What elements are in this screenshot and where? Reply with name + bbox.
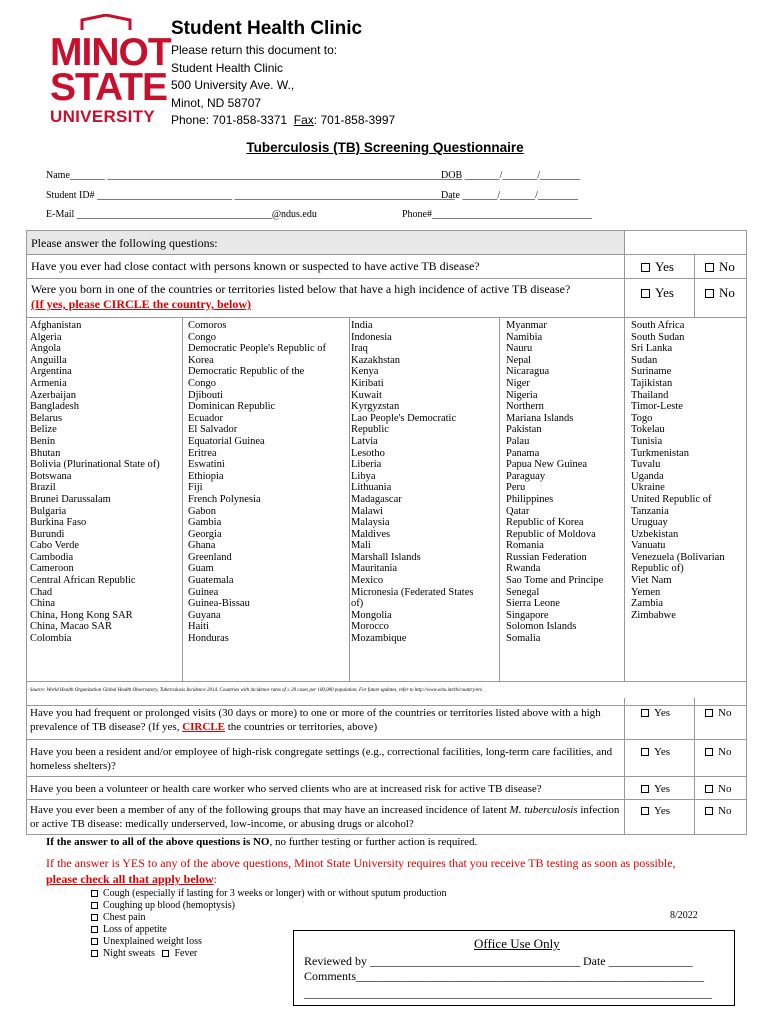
country-item[interactable]: Marshall Islands <box>351 551 421 563</box>
country-item[interactable]: Equatorial Guinea <box>188 435 265 447</box>
q2-text: Were you born in one of the countries or territories listed below that have a high incidence of active TB disease? (If yes, please CIRCLE the country, below) <box>31 282 571 311</box>
return-line: Please return this document to: <box>171 43 338 57</box>
country-item[interactable]: Greenland <box>188 551 232 563</box>
country-item[interactable]: Venezuela (Bolivarian <box>631 551 725 563</box>
country-item[interactable]: South Sudan <box>631 331 685 343</box>
country-column-5 <box>631 320 725 621</box>
q5-text: Have you been a volunteer or health care worker who served clients who are at increased risk for active TB disease? <box>30 783 542 795</box>
country-item[interactable]: Niger <box>506 377 530 389</box>
checkbox-icon[interactable] <box>91 890 98 897</box>
country-item[interactable]: Gambia <box>188 517 222 529</box>
country-item[interactable]: Singapore <box>506 609 549 621</box>
country-item[interactable]: Bangladesh <box>30 401 79 413</box>
country-item[interactable]: Tokelau <box>631 424 665 436</box>
country-item[interactable]: Chad <box>30 586 53 598</box>
symptom-fever[interactable]: Fever <box>174 948 198 959</box>
country-item[interactable]: Belarus <box>30 412 63 424</box>
country-item[interactable]: Eswatini <box>188 459 225 471</box>
country-item[interactable]: Zimbabwe <box>631 609 676 621</box>
country-item[interactable]: Maldives <box>351 528 391 540</box>
country-item[interactable]: Guinea-Bissau <box>188 598 250 610</box>
fax-number: : 701-858-3997 <box>313 113 396 127</box>
country-item[interactable]: Sierra Leone <box>506 598 560 610</box>
country-item[interactable]: Senegal <box>506 586 540 598</box>
country-item[interactable]: Latvia <box>351 435 378 447</box>
country-item[interactable]: Liberia <box>351 459 382 471</box>
country-item[interactable]: China, Hong Kong SAR <box>30 609 133 621</box>
country-item[interactable]: Kenya <box>351 366 379 378</box>
q3-no[interactable]: No <box>705 705 731 721</box>
checkbox-icon[interactable] <box>705 289 714 298</box>
checkbox-icon[interactable] <box>705 748 713 756</box>
country-item[interactable]: Bhutan <box>30 447 61 459</box>
country-item[interactable]: Suriname <box>631 366 672 378</box>
office-use-box <box>293 930 735 1006</box>
q5-no[interactable]: No <box>705 781 731 797</box>
country-item[interactable]: Republic <box>351 424 389 436</box>
country-item[interactable]: Nigeria <box>506 389 538 401</box>
country-item[interactable]: Brazil <box>30 482 56 494</box>
country-item[interactable]: Vanuatu <box>631 540 666 552</box>
country-item[interactable]: Philippines <box>506 493 554 505</box>
clinic-header <box>171 16 395 130</box>
country-item[interactable]: Madagascar <box>351 493 402 505</box>
checkbox-icon[interactable] <box>705 263 714 272</box>
q4-yes[interactable]: Yes <box>641 744 670 760</box>
country-item[interactable]: Colombia <box>30 633 72 645</box>
country-item[interactable]: Papua New Guinea <box>506 459 588 471</box>
q2-circle-instruction: (If yes, please CIRCLE the country, below) <box>31 297 251 311</box>
phone-field[interactable]: Phone#________________________________ <box>402 209 592 220</box>
checkbox-icon[interactable] <box>705 709 713 717</box>
country-item[interactable]: Georgia <box>188 528 222 540</box>
q6-text: Have you ever been a member of any of the following groups that may have an increased incidence of latent M. tuberculosis infection or active TB disease: medically underserved, low-income, or abusing drugs or alcohol? <box>30 804 620 830</box>
country-item[interactable]: Central African Republic <box>30 575 136 587</box>
country-item[interactable]: Micronesia (Federated States <box>351 586 474 598</box>
country-item[interactable]: Democratic People's Republic of <box>188 343 327 355</box>
country-item[interactable]: Republic of Korea <box>506 517 584 529</box>
checkbox-icon[interactable] <box>91 914 98 921</box>
country-item[interactable]: Togo <box>631 412 653 424</box>
country-item[interactable]: Malaysia <box>351 517 390 529</box>
name-field[interactable]: Name_______ _______________________________________________________________________ <box>46 170 463 181</box>
country-column-1 <box>30 320 160 645</box>
country-item[interactable]: Dominican Republic <box>188 401 276 413</box>
country-item[interactable]: Guatemala <box>188 575 234 587</box>
office-use-title: Office Use Only <box>474 936 560 951</box>
country-item[interactable]: Eritrea <box>188 447 217 459</box>
country-item[interactable]: Romania <box>506 540 544 552</box>
country-item[interactable]: Sao Tome and Principe <box>506 575 604 587</box>
country-item[interactable]: Thailand <box>631 389 669 401</box>
checkbox-icon[interactable] <box>91 950 98 957</box>
country-item[interactable]: Guinea <box>188 586 219 598</box>
country-item[interactable]: China <box>30 598 56 610</box>
country-item[interactable]: Mongolia <box>351 609 392 621</box>
symptom-cough[interactable]: Cough (especially if lasting for 3 weeks or longer) with or without sputum production <box>91 888 447 900</box>
country-item[interactable]: Libya <box>351 470 376 482</box>
country-item[interactable]: Zambia <box>631 598 664 610</box>
country-item[interactable]: Panama <box>506 447 540 459</box>
country-item[interactable]: Sudan <box>631 354 658 366</box>
q1-text: Have you ever had close contact with persons known or suspected to have active TB disease? <box>31 259 480 273</box>
checkbox-icon[interactable] <box>641 709 649 717</box>
country-item[interactable]: Bulgaria <box>30 505 67 517</box>
q6-no[interactable]: No <box>705 803 731 819</box>
source-note: Source: World Health Organization Global Health Observatory, Tuberculosis Incidence 2014. Countries with incidence rates of ≥ 20 cases per 100,000 population. For future updates, refer to http://www.who.int/tb/country/en/. <box>30 688 484 693</box>
email-field[interactable]: E-Mail _______________________________________@ndus.edu <box>46 209 317 220</box>
q4-text: Have you been a resident and/or employee of high-risk congregate settings (e.g., correctional facilities, long-term care facilities, and homeless shelters)? <box>30 746 613 772</box>
checkbox-icon[interactable] <box>91 926 98 933</box>
country-item[interactable]: United Republic of <box>631 493 712 505</box>
checkbox-icon[interactable] <box>91 938 98 945</box>
country-item[interactable]: Uzbekistan <box>631 528 679 540</box>
country-item[interactable]: Honduras <box>188 633 229 645</box>
country-item[interactable]: Nauru <box>506 343 533 355</box>
instruction-text: Please answer the following questions: <box>31 236 218 250</box>
logo-minot: MINOT <box>50 31 171 74</box>
checkbox-icon[interactable] <box>705 807 713 815</box>
country-item[interactable]: Nepal <box>506 354 532 366</box>
checkbox-icon[interactable] <box>641 263 650 272</box>
country-item[interactable]: Mozambique <box>351 633 407 645</box>
q2-yes[interactable]: Yes <box>641 285 674 301</box>
country-item[interactable]: Paraguay <box>506 470 546 482</box>
logo-university: UNIVERSITY <box>50 107 156 126</box>
country-item[interactable]: El Salvador <box>188 424 238 436</box>
country-item[interactable]: Congo <box>188 331 217 343</box>
country-item[interactable]: Mauritania <box>351 563 398 575</box>
comments-field[interactable]: Comments__________________________________________________________ <box>304 969 705 983</box>
yes-note: If the answer is YES to any of the above questions, Minot State University requires that you receive TB testing as soon as possible, please check all that apply below: <box>46 856 676 886</box>
country-item[interactable]: Mexico <box>351 575 384 587</box>
symptom-weight-loss[interactable]: Unexplained weight loss <box>91 936 447 948</box>
country-item[interactable]: Namibia <box>506 331 543 343</box>
country-item[interactable]: Viet Nam <box>631 575 672 587</box>
country-item[interactable]: Armenia <box>30 377 67 389</box>
country-item[interactable]: Comoros <box>188 320 227 331</box>
country-item[interactable]: Iraq <box>351 343 368 355</box>
country-item[interactable]: Pakistan <box>506 424 542 436</box>
country-item[interactable]: Angola <box>30 343 61 355</box>
country-item[interactable]: Nicaragua <box>506 366 550 378</box>
q5-yes[interactable]: Yes <box>641 781 670 797</box>
country-item[interactable]: Lao People's Democratic <box>351 412 457 424</box>
logo-state: STATE <box>50 66 168 109</box>
country-item[interactable]: Uruguay <box>631 517 668 529</box>
country-item[interactable]: Republic of) <box>631 563 684 575</box>
country-item[interactable]: Ecuador <box>188 412 223 424</box>
country-item[interactable]: Haiti <box>188 621 209 633</box>
country-item[interactable]: Lithuania <box>351 482 392 494</box>
country-item[interactable]: Kuwait <box>351 389 382 401</box>
country-item[interactable]: Ethiopia <box>188 470 224 482</box>
country-item[interactable]: Burundi <box>30 528 65 540</box>
q1-no[interactable]: No <box>705 259 735 275</box>
logo-roof-icon <box>80 14 132 32</box>
country-item[interactable]: Bolivia (Plurinational State of) <box>30 459 160 471</box>
country-item[interactable]: Brunei Darussalam <box>30 493 111 505</box>
country-item[interactable]: Cambodia <box>30 551 74 563</box>
checkbox-icon[interactable] <box>705 785 713 793</box>
country-item[interactable]: Russian Federation <box>506 551 587 563</box>
country-item[interactable]: Morocco <box>351 621 389 633</box>
country-item[interactable]: Cabo Verde <box>30 540 80 552</box>
country-item[interactable]: Argentina <box>30 366 72 378</box>
checkbox-icon[interactable] <box>641 807 649 815</box>
q2-no[interactable]: No <box>705 285 735 301</box>
country-item[interactable]: Myanmar <box>506 320 547 331</box>
country-item[interactable]: Afghanistan <box>30 320 82 331</box>
country-column-3 <box>351 320 473 645</box>
check-note: please check all that apply below <box>46 872 214 886</box>
country-item[interactable]: Uganda <box>631 470 664 482</box>
country-item[interactable]: Northern <box>506 401 544 413</box>
country-item[interactable]: Korea <box>188 354 214 366</box>
date-field[interactable]: Date _______/_______/________ <box>441 190 578 201</box>
address-line-2: 500 University Ave. W., <box>171 78 295 92</box>
document-title: Tuberculosis (TB) Screening Questionnaire <box>246 140 524 155</box>
country-item[interactable]: Tanzania <box>631 505 669 517</box>
checkbox-icon[interactable] <box>91 902 98 909</box>
country-item[interactable]: Guyana <box>188 609 221 621</box>
country-item[interactable]: French Polynesia <box>188 493 261 505</box>
country-item[interactable]: Ukraine <box>631 482 665 494</box>
country-item[interactable]: Lesotho <box>351 447 385 459</box>
country-item[interactable]: Congo <box>188 377 217 389</box>
no-note: If the answer to all of the above questions is NO, no further testing or further action is required. <box>46 836 478 848</box>
country-item[interactable]: Republic of Moldova <box>506 528 596 540</box>
q3-circle: CIRCLE <box>182 721 225 733</box>
address-line-1: Student Health Clinic <box>171 60 284 75</box>
country-item[interactable]: Fiji <box>188 482 203 494</box>
checkbox-icon[interactable] <box>641 289 650 298</box>
checkbox-icon[interactable] <box>641 785 649 793</box>
country-item[interactable]: Democratic Republic of the <box>188 366 305 378</box>
country-item[interactable]: Benin <box>30 435 56 447</box>
symptom-appetite[interactable]: Loss of appetite <box>91 924 447 936</box>
country-item[interactable]: Algeria <box>30 331 62 343</box>
symptom-blood[interactable]: Coughing up blood (hemoptysis) <box>91 900 447 912</box>
reviewed-by-field[interactable]: Reviewed by ___________________________________ Date ______________ <box>304 954 693 968</box>
country-item[interactable]: Mali <box>351 540 371 552</box>
country-item[interactable]: Burkina Faso <box>30 517 87 529</box>
country-item[interactable]: Peru <box>506 482 526 494</box>
country-item[interactable]: South Africa <box>631 320 685 331</box>
country-item[interactable]: Gabon <box>188 505 216 517</box>
country-column-4 <box>506 320 603 645</box>
country-item[interactable]: Kyrgyzstan <box>351 401 400 413</box>
country-item[interactable]: Qatar <box>506 505 530 517</box>
q3-yes[interactable]: Yes <box>641 705 670 721</box>
country-item[interactable]: of) <box>351 598 364 610</box>
q3-text: Have you had frequent or prolonged visits (30 days or more) to one or more of the countries or territories listed above with a high prevalence of TB disease? (If yes, CIRCLE the countries or territories, above) <box>30 707 601 733</box>
country-item[interactable]: Anguilla <box>30 354 67 366</box>
country-item[interactable]: Botswana <box>30 470 72 482</box>
country-item[interactable]: Mariana Islands <box>506 412 574 424</box>
country-item[interactable]: Timor-Leste <box>631 401 683 413</box>
symptom-chest-pain[interactable]: Chest pain <box>91 912 447 924</box>
country-item[interactable]: Azerbaijan <box>30 389 77 401</box>
country-item[interactable]: Kiribati <box>351 377 384 389</box>
dob-field[interactable]: DOB _______/_______/________ <box>441 170 581 181</box>
country-item[interactable]: Tuvalu <box>631 459 661 471</box>
country-item[interactable]: Djibouti <box>188 389 224 401</box>
symptom-night-sweats[interactable]: Night sweats Fever <box>91 948 447 960</box>
country-item[interactable]: Malawi <box>351 505 384 517</box>
msu-logo <box>50 14 171 126</box>
fax-label: Fax <box>293 113 314 127</box>
clinic-name: Student Health Clinic <box>171 18 363 39</box>
country-item[interactable]: Tajikistan <box>631 377 673 389</box>
country-item[interactable]: Rwanda <box>506 563 541 575</box>
country-item[interactable]: Palau <box>506 435 530 447</box>
comments-extra-line[interactable]: ____________________________________________________________________ <box>304 986 712 1000</box>
student-id-field[interactable]: Student ID# ___________________________ ____________________________________________ <box>46 190 455 201</box>
country-item[interactable]: Turkmenistan <box>631 447 689 459</box>
country-item[interactable]: Guam <box>188 563 214 575</box>
q1-yes[interactable]: Yes <box>641 259 674 275</box>
country-item[interactable]: Solomon Islands <box>506 621 577 633</box>
country-item[interactable]: Tunisia <box>631 435 663 447</box>
country-item[interactable]: Ghana <box>188 540 216 552</box>
country-item[interactable]: Cameroon <box>30 563 74 575</box>
country-item[interactable]: Indonesia <box>351 331 392 343</box>
phone: Phone: 701-858-3371 <box>171 113 288 127</box>
country-item[interactable]: Sri Lanka <box>631 343 673 355</box>
country-item[interactable]: Yemen <box>631 586 661 598</box>
country-item[interactable]: India <box>351 320 373 331</box>
version-date: 8/2022 <box>670 910 698 921</box>
country-item[interactable]: Somalia <box>506 633 541 645</box>
country-item[interactable]: Belize <box>30 424 57 436</box>
address-line-3: Minot, ND 58707 <box>171 95 262 110</box>
phone-fax-line <box>171 112 395 130</box>
checkbox-icon[interactable] <box>162 950 169 957</box>
q4-no[interactable]: No <box>705 744 731 760</box>
country-column-2 <box>188 320 326 645</box>
country-item[interactable]: Kazakhstan <box>351 354 400 366</box>
country-item[interactable]: China, Macao SAR <box>30 621 112 633</box>
checkbox-icon[interactable] <box>641 748 649 756</box>
q6-yes[interactable]: Yes <box>641 803 670 819</box>
